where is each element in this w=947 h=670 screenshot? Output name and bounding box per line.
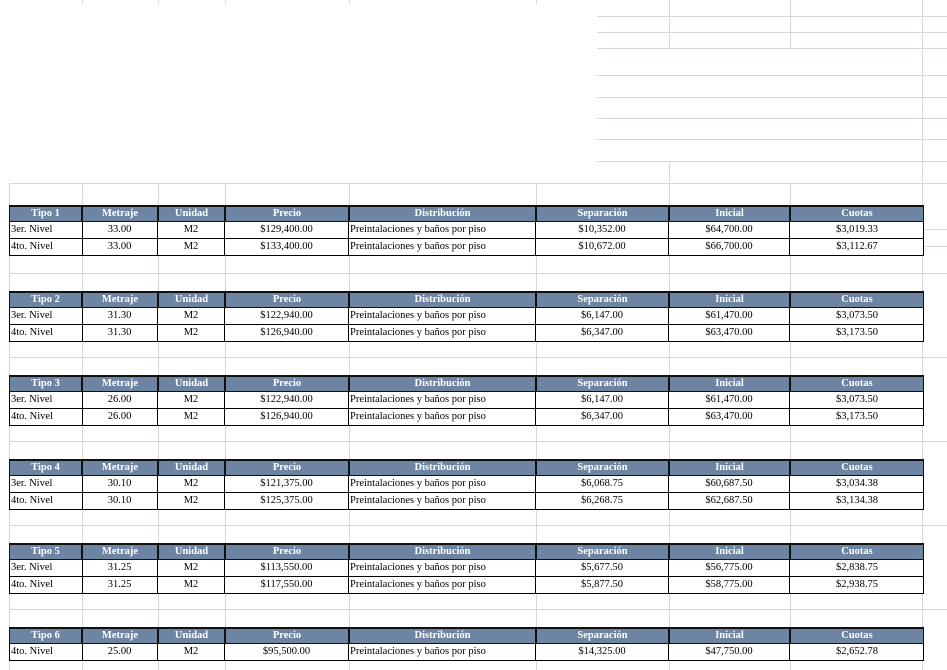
cell-unidad[interactable]: M2	[158, 308, 225, 324]
cell-cuotas[interactable]: $3,073.50	[836, 310, 878, 321]
cell-distribucion[interactable]: Preintalaciones y baños por piso	[349, 644, 536, 660]
cell-unidad[interactable]: M2	[158, 325, 225, 341]
column-header-separacion[interactable]: Separación	[537, 207, 668, 221]
column-header-separacion[interactable]: Separación	[537, 377, 668, 391]
column-header-unidad[interactable]: Unidad	[159, 629, 224, 643]
cell-distribucion[interactable]: Preintalaciones y baños por piso	[349, 493, 536, 509]
cell-precio[interactable]: $126,940.00	[225, 409, 349, 425]
column-header-unidad[interactable]: Unidad	[159, 207, 224, 221]
cell-metraje[interactable]: 26.00	[82, 409, 158, 425]
table-row	[9, 325, 924, 342]
cell-unidad[interactable]: M2	[158, 409, 225, 425]
cell-precio[interactable]: $95,500.00	[225, 644, 349, 660]
cell-separacion[interactable]: $6,147.00	[536, 392, 669, 408]
cell-metraje[interactable]: 31.30	[82, 325, 158, 341]
cell-metraje[interactable]: 31.25	[82, 577, 158, 593]
tipo-header-cell[interactable]: Tipo 5	[10, 545, 81, 559]
cell-inicial[interactable]: $58,775.00	[669, 577, 790, 593]
tipo-header-cell[interactable]: Tipo 3	[10, 377, 81, 391]
cell-unidad[interactable]: M2	[158, 644, 225, 660]
table-row	[9, 239, 924, 256]
cell-metraje[interactable]: 25.00	[82, 644, 158, 660]
cell-distribucion[interactable]: Preintalaciones y baños por piso	[349, 409, 536, 425]
column-header-precio[interactable]: Precio	[226, 293, 348, 307]
column-header-separacion[interactable]: Separación	[537, 545, 668, 559]
cell-precio[interactable]: $122,940.00	[225, 392, 349, 408]
table-row	[9, 644, 924, 661]
table-row	[9, 493, 924, 510]
column-header-cuotas[interactable]: Cuotas	[791, 461, 923, 475]
column-header-cuotas[interactable]: Cuotas	[791, 629, 923, 643]
column-header-inicial[interactable]: Inicial	[670, 207, 789, 221]
table-header-row	[9, 543, 924, 560]
cell-distribucion[interactable]: Preintalaciones y baños por piso	[349, 577, 536, 593]
cell-cuotas[interactable]: $3,134.38	[836, 495, 878, 506]
column-header-inicial[interactable]: Inicial	[670, 545, 789, 559]
cell-unidad[interactable]: M2	[158, 392, 225, 408]
cell-nivel[interactable]: 4to. Nivel	[10, 577, 83, 593]
cell-distribucion[interactable]: Preintalaciones y baños por piso	[349, 476, 536, 492]
cell-nivel[interactable]: 3er. Nivel	[10, 476, 83, 492]
column-header-metraje[interactable]: Metraje	[83, 629, 157, 643]
cell-inicial[interactable]: $61,470.00	[669, 308, 790, 324]
cell-distribucion[interactable]: Preintalaciones y baños por piso	[349, 325, 536, 341]
column-header-metraje[interactable]: Metraje	[83, 207, 157, 221]
column-header-precio[interactable]: Precio	[226, 377, 348, 391]
column-header-inicial[interactable]: Inicial	[670, 461, 789, 475]
column-header-inicial[interactable]: Inicial	[670, 629, 789, 643]
column-header-distribucion[interactable]: Distribución	[350, 377, 535, 391]
cell-cuotas[interactable]: $3,019.33	[836, 224, 878, 235]
column-header-inicial[interactable]: Inicial	[670, 377, 789, 391]
cell-inicial[interactable]: $66,700.00	[669, 239, 790, 255]
cell-precio[interactable]: $121,375.00	[225, 476, 349, 492]
table-row	[9, 222, 924, 239]
cell-precio[interactable]: $129,400.00	[225, 222, 349, 238]
cell-inicial[interactable]: $62,687.50	[669, 493, 790, 509]
table-row	[9, 476, 924, 493]
column-header-unidad[interactable]: Unidad	[159, 461, 224, 475]
cell-metraje[interactable]: 30.10	[82, 493, 158, 509]
column-header-distribucion[interactable]: Distribución	[350, 629, 535, 643]
column-header-inicial[interactable]: Inicial	[670, 293, 789, 307]
cell-separacion[interactable]: $5,677.50	[536, 560, 669, 576]
cell-inicial[interactable]: $56,775.00	[669, 560, 790, 576]
table-header-row	[9, 375, 924, 392]
table-row	[9, 560, 924, 577]
column-header-cuotas[interactable]: Cuotas	[791, 545, 923, 559]
cell-nivel[interactable]: 3er. Nivel	[10, 392, 83, 408]
column-header-distribucion[interactable]: Distribución	[350, 207, 535, 221]
cell-nivel[interactable]: 4to. Nivel	[10, 409, 83, 425]
column-header-precio[interactable]: Precio	[226, 545, 348, 559]
cell-nivel[interactable]: 4to. Nivel	[10, 493, 83, 509]
cell-precio[interactable]: $122,940.00	[225, 308, 349, 324]
cell-cuotas[interactable]: $2,838.75	[836, 562, 878, 573]
cell-separacion[interactable]: $6,347.00	[536, 325, 669, 341]
cell-precio[interactable]: $117,550.00	[225, 577, 349, 593]
cell-nivel[interactable]: 3er. Nivel	[10, 222, 83, 238]
column-header-metraje[interactable]: Metraje	[83, 461, 157, 475]
cell-metraje[interactable]: 31.25	[82, 560, 158, 576]
table-row	[9, 409, 924, 426]
column-header-distribucion[interactable]: Distribución	[350, 293, 535, 307]
cell-unidad[interactable]: M2	[158, 239, 225, 255]
column-header-unidad[interactable]: Unidad	[159, 377, 224, 391]
column-header-cuotas[interactable]: Cuotas	[791, 207, 923, 221]
cell-separacion[interactable]: $10,672.00	[536, 239, 669, 255]
cell-nivel[interactable]: 3er. Nivel	[10, 560, 83, 576]
cell-separacion[interactable]: $6,347.00	[536, 409, 669, 425]
cell-precio[interactable]: $113,550.00	[225, 560, 349, 576]
cell-separacion[interactable]: $5,877.50	[536, 577, 669, 593]
cell-inicial[interactable]: $60,687.50	[669, 476, 790, 492]
column-header-metraje[interactable]: Metraje	[83, 545, 157, 559]
cell-unidad[interactable]: M2	[158, 493, 225, 509]
cell-precio[interactable]: $125,375.00	[225, 493, 349, 509]
cell-inicial[interactable]: $63,470.00	[669, 409, 790, 425]
table-row	[9, 308, 924, 325]
cell-nivel[interactable]: 4to. Nivel	[10, 644, 83, 660]
column-header-unidad[interactable]: Unidad	[159, 293, 224, 307]
cell-unidad[interactable]: M2	[158, 476, 225, 492]
table-header-row	[9, 627, 924, 644]
column-header-metraje[interactable]: Metraje	[83, 377, 157, 391]
cell-metraje[interactable]: 30.10	[82, 476, 158, 492]
cell-cuotas[interactable]: $2,652.78	[836, 646, 878, 657]
cell-distribucion[interactable]: Preintalaciones y baños por piso	[349, 392, 536, 408]
cell-unidad[interactable]: M2	[158, 222, 225, 238]
cell-distribucion[interactable]: Preintalaciones y baños por piso	[349, 222, 536, 238]
cell-distribucion[interactable]: Preintalaciones y baños por piso	[349, 308, 536, 324]
cell-separacion[interactable]: $6,268.75	[536, 493, 669, 509]
cell-cuotas[interactable]: $3,173.50	[836, 411, 878, 422]
cell-metraje[interactable]: 33.00	[82, 222, 158, 238]
column-header-precio[interactable]: Precio	[226, 461, 348, 475]
table-header-row	[9, 459, 924, 476]
cell-precio[interactable]: $126,940.00	[225, 325, 349, 341]
tipo-header-cell[interactable]: Tipo 6	[10, 629, 81, 643]
tipo-header-cell[interactable]: Tipo 2	[10, 293, 81, 307]
cell-nivel[interactable]: 4to. Nivel	[10, 239, 83, 255]
cell-inicial[interactable]: $63,470.00	[669, 325, 790, 341]
column-header-separacion[interactable]: Separación	[537, 293, 668, 307]
table-row	[9, 577, 924, 594]
cell-cuotas[interactable]: $3,034.38	[836, 478, 878, 489]
column-header-cuotas[interactable]: Cuotas	[791, 377, 923, 391]
column-header-unidad[interactable]: Unidad	[159, 545, 224, 559]
cell-nivel[interactable]: 3er. Nivel	[10, 308, 83, 324]
cell-separacion[interactable]: $6,147.00	[536, 308, 669, 324]
table-header-row	[9, 291, 924, 308]
cell-metraje[interactable]: 33.00	[82, 239, 158, 255]
tipo-header-cell[interactable]: Tipo 1	[10, 207, 81, 221]
cell-unidad[interactable]: M2	[158, 560, 225, 576]
cell-metraje[interactable]: 31.30	[82, 308, 158, 324]
tipo-header-cell[interactable]: Tipo 4	[10, 461, 81, 475]
column-header-separacion[interactable]: Separación	[537, 629, 668, 643]
column-header-precio[interactable]: Precio	[226, 629, 348, 643]
column-header-metraje[interactable]: Metraje	[83, 293, 157, 307]
cell-separacion[interactable]: $10,352.00	[536, 222, 669, 238]
cell-nivel[interactable]: 4to. Nivel	[10, 325, 83, 341]
column-header-precio[interactable]: Precio	[226, 207, 348, 221]
cell-inicial[interactable]: $64,700.00	[669, 222, 790, 238]
column-header-separacion[interactable]: Separación	[537, 461, 668, 475]
cell-inicial[interactable]: $61,470.00	[669, 392, 790, 408]
table-header-row	[9, 205, 924, 222]
cell-metraje[interactable]: 26.00	[82, 392, 158, 408]
cell-distribucion[interactable]: Preintalaciones y baños por piso	[349, 560, 536, 576]
cell-cuotas[interactable]: $2,938.75	[836, 579, 878, 590]
cell-cuotas[interactable]: $3,112.67	[836, 241, 878, 252]
cell-separacion[interactable]: $6,068.75	[536, 476, 669, 492]
cell-distribucion[interactable]: Preintalaciones y baños por piso	[349, 239, 536, 255]
column-header-distribucion[interactable]: Distribución	[350, 545, 535, 559]
cell-separacion[interactable]: $14,325.00	[536, 644, 669, 660]
column-header-cuotas[interactable]: Cuotas	[791, 293, 923, 307]
cell-unidad[interactable]: M2	[158, 577, 225, 593]
cell-cuotas[interactable]: $3,073.50	[836, 394, 878, 405]
cell-inicial[interactable]: $47,750.00	[669, 644, 790, 660]
cell-precio[interactable]: $133,400.00	[225, 239, 349, 255]
cell-cuotas[interactable]: $3,173.50	[836, 327, 878, 338]
column-header-distribucion[interactable]: Distribución	[350, 461, 535, 475]
table-row	[9, 392, 924, 409]
